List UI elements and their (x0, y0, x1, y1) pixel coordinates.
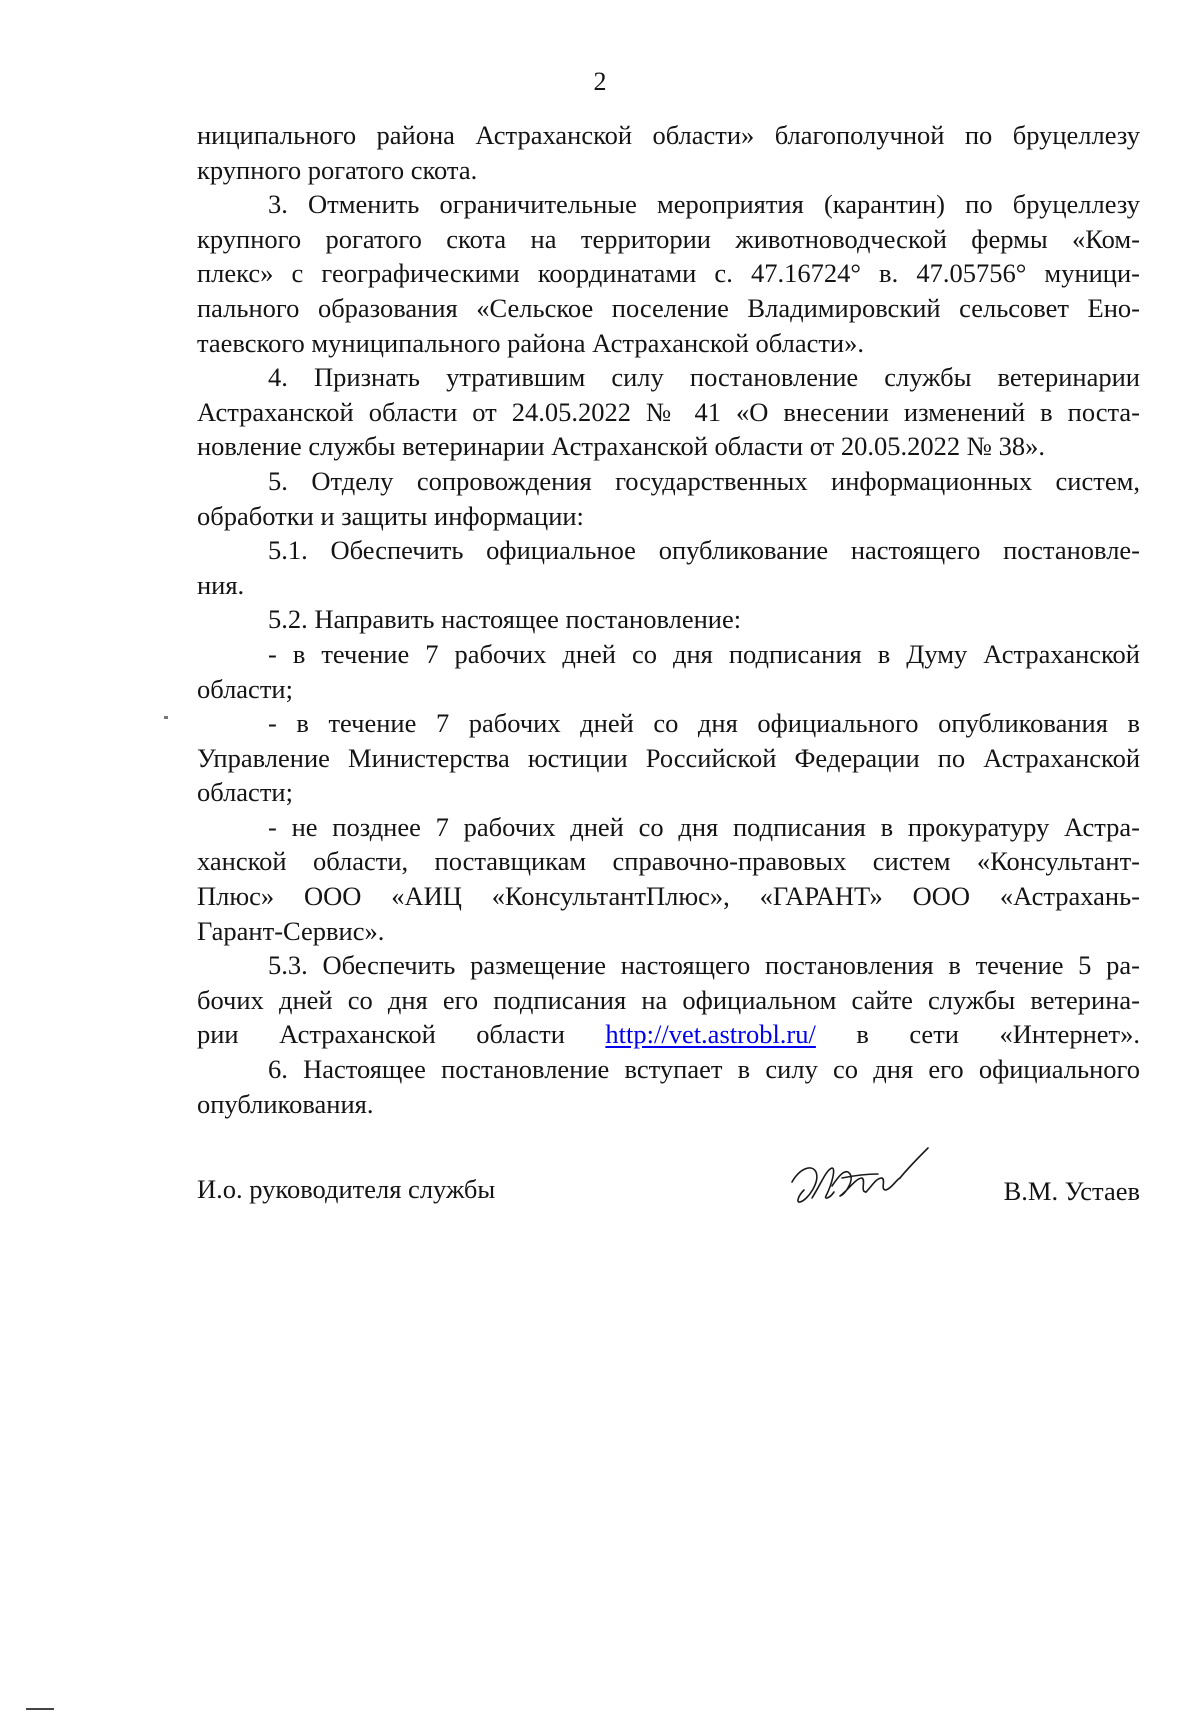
text-line: пального образования «Сельское поселение Владимировский сельсовет Ено- (197, 292, 1140, 323)
signature-block (197, 1160, 1140, 1230)
text-line: 6. Настоящее постановление вступает в силу со дня его официального (268, 1054, 1140, 1085)
text-line: плекс» с географическими координатами с. 47.16724° в. 47.05756° муници- (197, 258, 1140, 289)
text-line: Гарант-Сервис». (197, 915, 385, 946)
signer-name: В.М. Устаев (1003, 1176, 1140, 1206)
website-link[interactable]: http://vet.astrobl.ru/ (605, 1019, 816, 1050)
text-line: 4. Признать утратившим силу постановление службы ветеринарии (268, 362, 1140, 393)
text-line: Плюс» ООО «АИЦ «КонсультантПлюс», «ГАРАНТ» ООО «Астрахань- (197, 881, 1140, 912)
text-line: области; (197, 777, 293, 808)
text-line: таевского муниципального района Астраханской области». (197, 327, 864, 358)
text-line: ханской области, поставщикам справочно-правовых систем «Консультант- (197, 846, 1140, 877)
text-line: 5.3. Обеспечить размещение настоящего постановления в течение 5 ра- (268, 950, 1140, 981)
text-fragment: в сети «Интернет». (815, 1019, 1141, 1050)
document-body (197, 118, 1140, 1121)
text-line: ния. (197, 569, 245, 600)
text-fragment: рии Астраханской области (197, 1019, 606, 1050)
text-line: области; (197, 673, 293, 704)
text-line: 5.1. Обеспечить официальное опубликование настоящего постановле- (268, 535, 1140, 566)
text-line: - в течение 7 рабочих дней со дня подписания в Думу Астраханской (268, 638, 1140, 669)
text-line: ниципального района Астраханской области» благополучной по бруцеллезу (197, 120, 1140, 150)
text-line: крупного рогатого скота на территории животноводческой фермы «Ком- (197, 223, 1140, 254)
signer-position: И.о. руководителя службы (197, 1174, 496, 1204)
text-line: - в течение 7 рабочих дней со дня официального опубликования в (268, 708, 1140, 739)
text-line: 5.2. Направить настоящее постановление: (268, 604, 742, 635)
text-line: Астраханской области от 24.05.2022 № 41 «О внесении изменений в поста- (197, 396, 1140, 427)
text-line: новление службы ветеринарии Астраханской области от 20.05.2022 № 38». (197, 431, 1045, 462)
text-line: Управление Министерства юстиции Российской Федерации по Астраханской (197, 742, 1140, 773)
page-number: 2 (593, 67, 607, 96)
handwritten-signature (782, 1138, 952, 1218)
text-line: - не позднее 7 рабочих дней со дня подписания в прокуратуру Астра- (268, 811, 1140, 842)
text-line-with-link (197, 1017, 1140, 1052)
text-line: 3. Отменить ограничительные мероприятия (карантин) по бруцеллезу (268, 189, 1140, 220)
text-line: 5. Отделу сопровождения государственных информационных систем, (268, 465, 1140, 496)
text-line: обработки и защиты информации: (197, 500, 584, 531)
scan-artifact (164, 716, 168, 719)
text-line: опубликования. (197, 1088, 374, 1119)
text-line: бочих дней со дня его подписания на официальном сайте службы ветерина- (197, 984, 1140, 1015)
scan-artifact (26, 1708, 54, 1710)
text-line: крупного рогатого скота. (197, 154, 478, 185)
